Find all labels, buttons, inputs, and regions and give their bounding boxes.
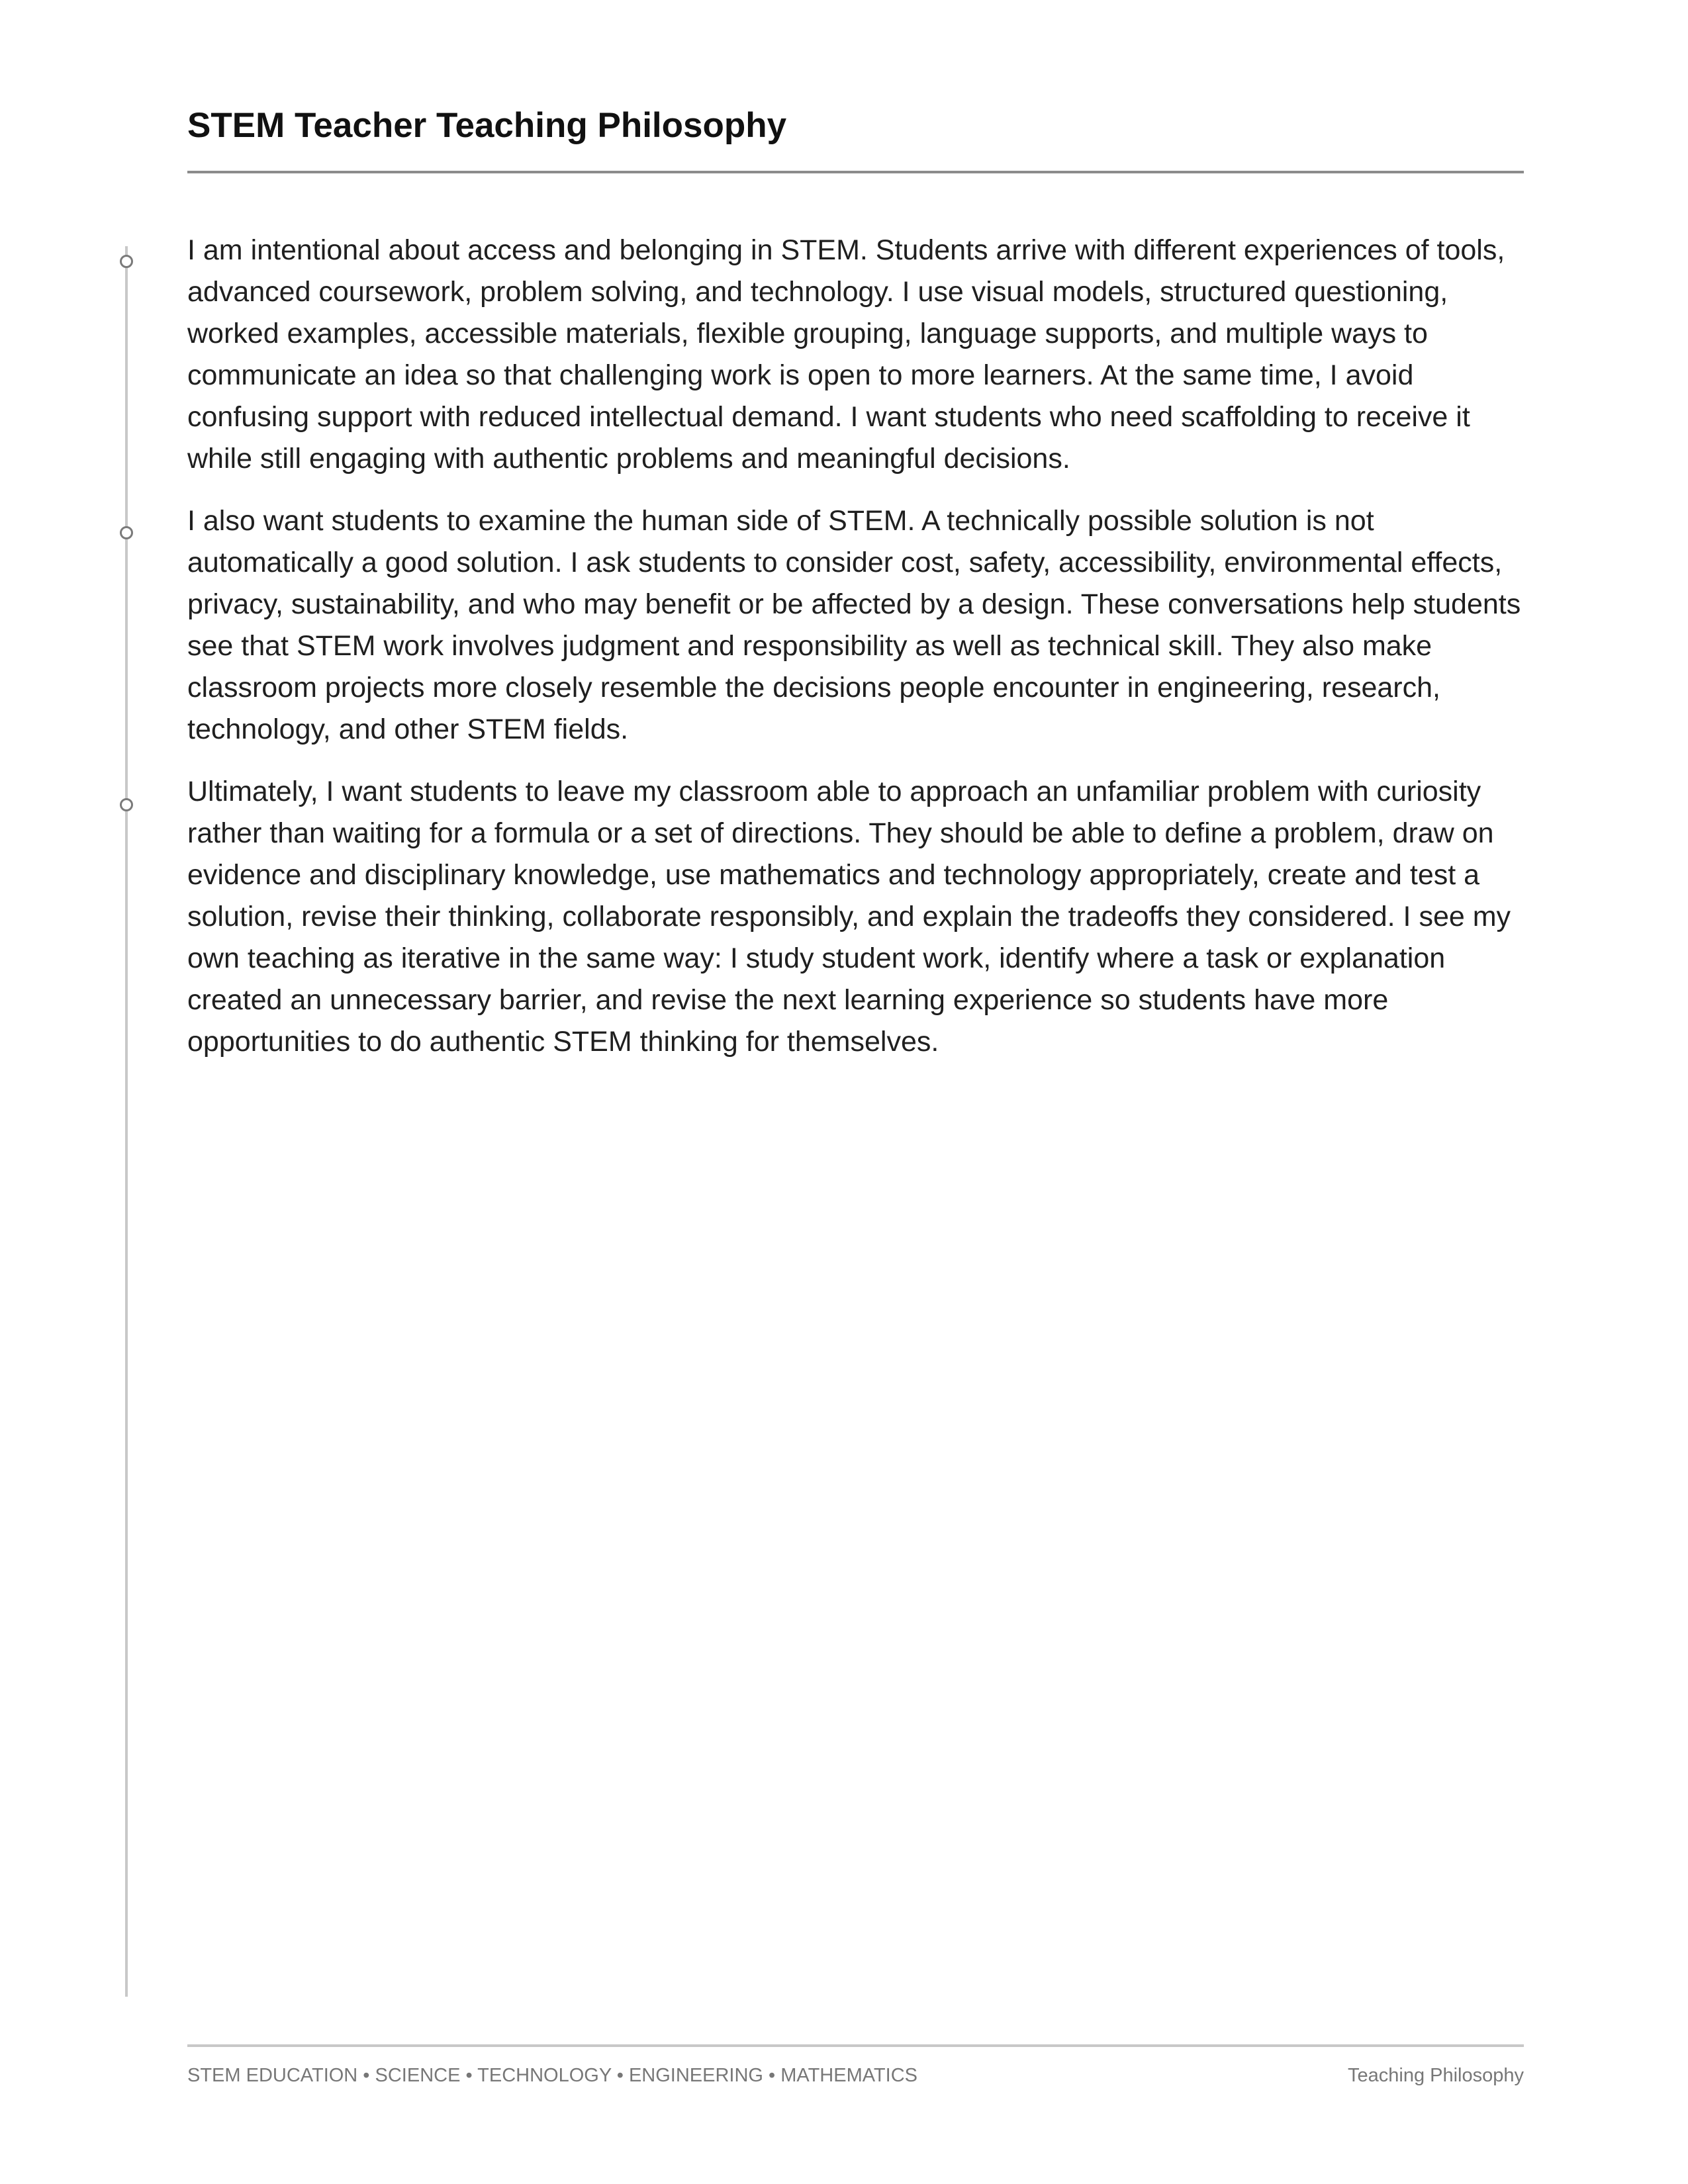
timeline-marker-2 [120,526,133,539]
title-divider [187,171,1524,173]
philosophy-paragraph-access: I am intentional about access and belonging in STEM. Students arrive with different experiences of tools, advanced coursework, problem solving, and technology. I use visual models, structured questioning, worked examples, accessible materials, flexible grouping, language supports, and multiple ways to communicate an idea so that challenging work is open to more learners. At the same time, I avoid confusing support with reduced intellectual demand. I want students who need scaffolding to receive it while still engaging with authentic problems and meaningful decisions. [187,234,1505,475]
philosophy-paragraph-ultimate-goal: Ultimately, I want students to leave my classroom able to approach an unfamiliar problem with curiosity rather than waiting for a formula or a set of directions. They should be able to define a problem, draw on evidence and disciplinary knowledge, use mathematics and technology appropriately, create and test a solution, revise their thinking, collaborate responsibly, and explain the tradeoffs they considered. I see my own teaching as iterative in the same way: I study student work, identify where a task or explanation created an unnecessary barrier, and revise the next learning experience so students have more opportunities to do authentic STEM thinking for themselves. [187,776,1511,1058]
philosophy-body [187,230,1531,1083]
timeline-marker-3 [120,798,133,811]
timeline-line [125,246,128,1997]
footer-document-label: Teaching Philosophy [1347,2065,1524,2086]
timeline-marker-1 [120,255,133,268]
philosophy-paragraph-human-side: I also want students to examine the human side of STEM. A technically possible solution is not automatically a good solution. I ask students to consider cost, safety, accessibility, environmental effects, privacy, sustainability, and who may benefit or be affected by a design. These conversations help students see that STEM work involves judgment and responsibility as well as technical skill. They also make classroom projects more closely resemble the decisions people encounter in engineering, research, technology, and other STEM fields. [187,505,1521,745]
footer-divider [187,2044,1524,2047]
footer-disciplines: STEM EDUCATION • SCIENCE • TECHNOLOGY • ENGINEERING • MATHEMATICS [187,2065,917,2086]
page-title: STEM Teacher Teaching Philosophy [187,106,787,145]
